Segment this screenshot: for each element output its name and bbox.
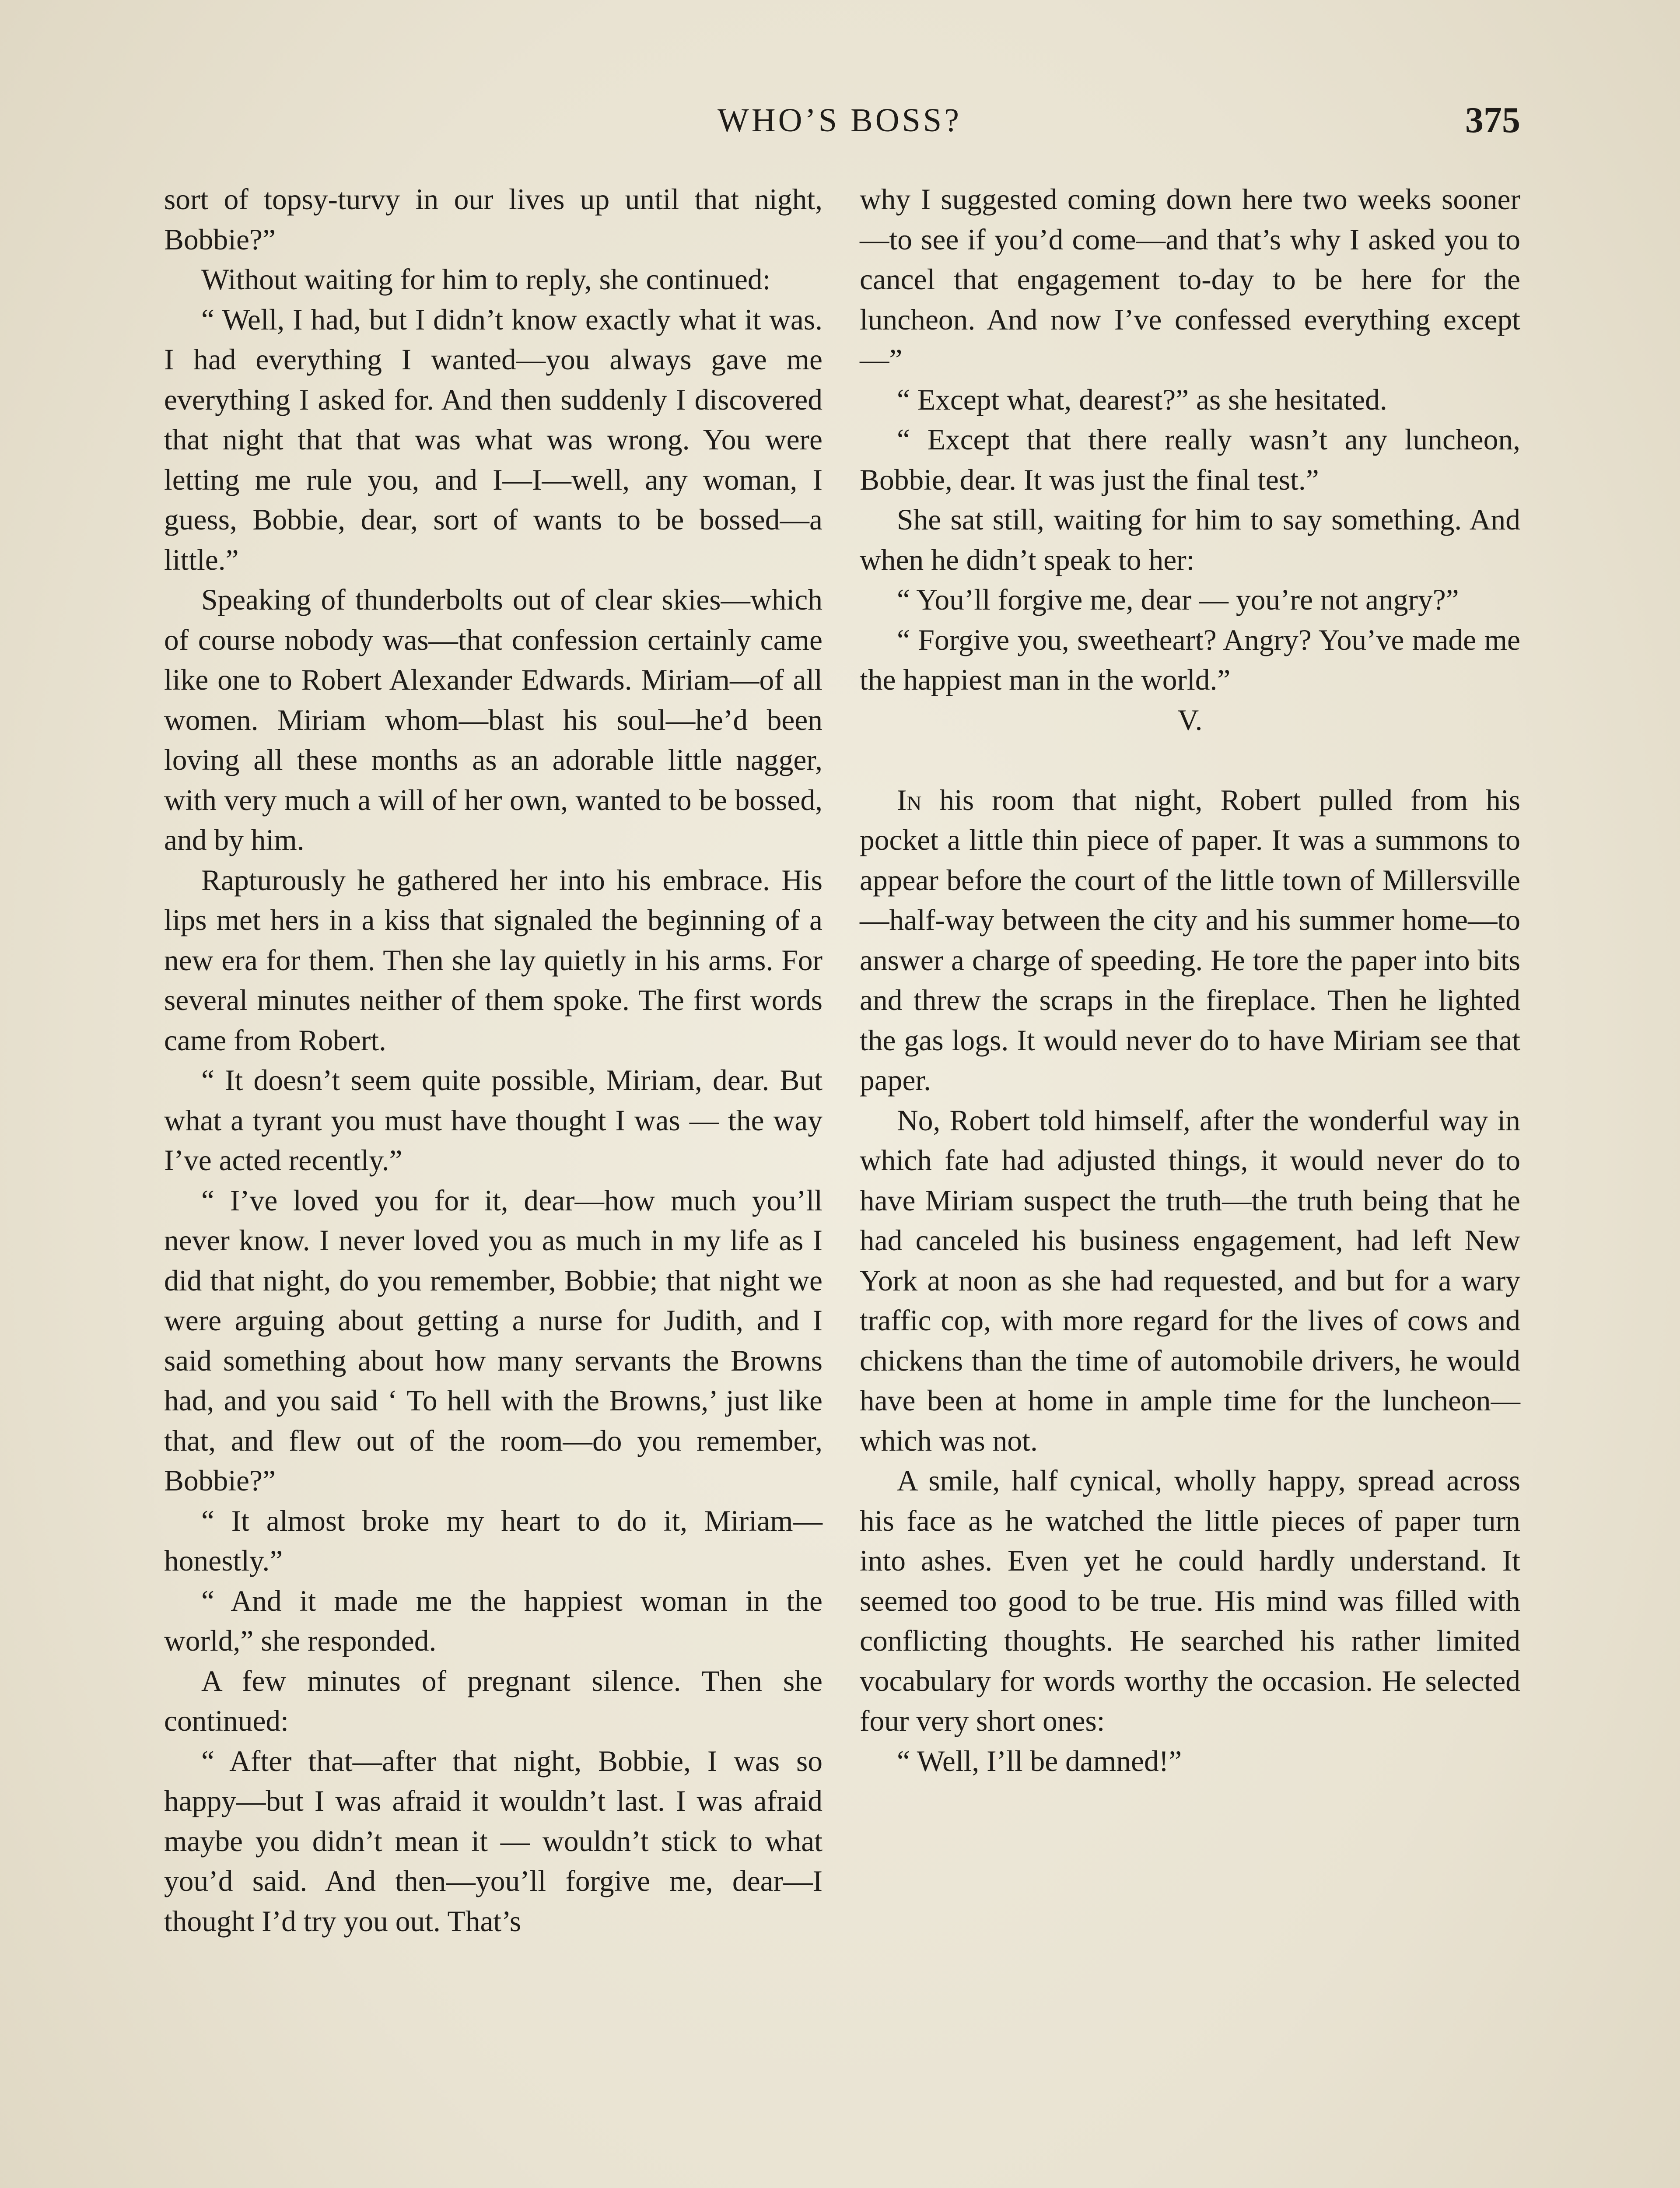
paragraph: “ It almost broke my heart to do it, Miriam—honestly.” <box>164 1504 822 1577</box>
paragraph: “ Except what, dearest?” as she hesitated. <box>897 383 1387 416</box>
paragraph: No, Robert told himself, after the wonderful way in which fate had adjusted things, it would never do to have Miriam suspect the truth—the truth being that he had canceled his business engagement, had left New York at noon as she had requested, and but for a wary traffic cop, with more regard for the lives of cows and chickens than the time of automobile drivers, he would have been at home in ample time for the luncheon—which was not. <box>860 1104 1520 1457</box>
paragraph: A smile, half cynical, wholly happy, spread across his face as he watched the little pieces of paper turn into ashes. Even yet he could hardly understand. It seemed too good to be true. His mind was filled with conflicting thoughts. He searched his rather limited vocabulary for words worthy the occasion. He selected four very short ones: <box>860 1464 1520 1737</box>
paragraph: “ After that—after that night, Bobbie, I was so happy—but I was afraid it wouldn’t last. I was afraid maybe you didn’t mean it — wouldn’t stick to what you’d said. And then—you’ll forgive me, dear—I thought I’d try you out. That’s <box>164 1744 822 1938</box>
section-heading: V. <box>1177 703 1203 736</box>
paragraph: “ Well, I had, but I didn’t know exactly what it was. I had everything I wanted—you always gave me everything I asked for. And then suddenly I discovered that night that that was what was wrong. You were letting me rule you, and I—I—well, any woman, I guess, Bobbie, dear, sort of wants to be bossed—a little.” <box>164 303 822 576</box>
right-column <box>860 179 1520 1781</box>
paragraph: “ Well, I’ll be damned!” <box>897 1744 1182 1778</box>
paragraph: “ And it made me the happiest woman in the world,” she responded. <box>164 1584 822 1657</box>
paragraph: Without waiting for him to reply, she continued: <box>201 263 771 296</box>
page-number: 375 <box>1465 100 1520 140</box>
paragraph: “ I’ve loved you for it, dear—how much you’ll never know. I never loved you as much in my life as I did that night, do you remember, Bobbie; that night we were arguing about getting a nurse for Judith, and I said something about how many servants the Browns had, and you said ‘ To hell with the Browns,’ just like that, and flew out of the room—do you remember, Bobbie?” <box>164 1184 822 1497</box>
paragraph <box>860 780 1520 1101</box>
drop-lead: In <box>897 783 922 817</box>
page-header <box>0 102 1680 154</box>
paragraph: She sat still, waiting for him to say something. And when he didn’t speak to her: <box>860 503 1520 576</box>
running-head: WHO’S BOSS? <box>718 102 962 139</box>
paragraph: A few minutes of pregnant silence. Then she continued: <box>164 1664 822 1737</box>
paragraph: “ It doesn’t seem quite possible, Miriam, dear. But what a tyrant you must have thought I was — the way I’ve acted recently.” <box>164 1064 822 1177</box>
paragraph-text: his room that night, Robert pulled from his pocket a little thin piece of paper. It was a summons to appear before the court of the little town of Millersville—half-way between the city and his summer home—to answer a charge of speeding. He tore the paper into bits and threw the scraps in the fireplace. Then he lighted the gas logs. It would never do to have Miriam see that paper. <box>860 783 1520 1097</box>
paragraph: “ You’ll forgive me, dear — you’re not angry?” <box>897 583 1459 616</box>
paragraph: why I suggested coming down here two weeks sooner—to see if you’d come—and that’s why I asked you to cancel that engagement to-day to be here for the luncheon. And now I’ve confessed everything except—” <box>860 183 1520 376</box>
paragraph: Rapturously he gathered her into his embrace. His lips met hers in a kiss that signaled the beginning of a new era for them. Then she lay quietly in his arms. For several minutes neither of them spoke. The first words came from Robert. <box>164 863 822 1057</box>
paragraph: “ Except that there really wasn’t any luncheon, Bobbie, dear. It was just the final test.” <box>860 423 1520 496</box>
paragraph: “ Forgive you, sweetheart? Angry? You’ve made me the happiest man in the world.” <box>860 623 1520 696</box>
paragraph: Speaking of thunderbolts out of clear skies—which of course nobody was—that confession certainly came like one to Robert Alexander Edwards. Miriam—of all women. Miriam whom—blast his soul—he’d been loving all these months as an adorable little nagger, with very much a will of her own, wanted to be bossed, and by him. <box>164 583 822 856</box>
left-column <box>164 179 822 1941</box>
paragraph: sort of topsy-turvy in our lives up until that night, Bobbie?” <box>164 183 822 256</box>
